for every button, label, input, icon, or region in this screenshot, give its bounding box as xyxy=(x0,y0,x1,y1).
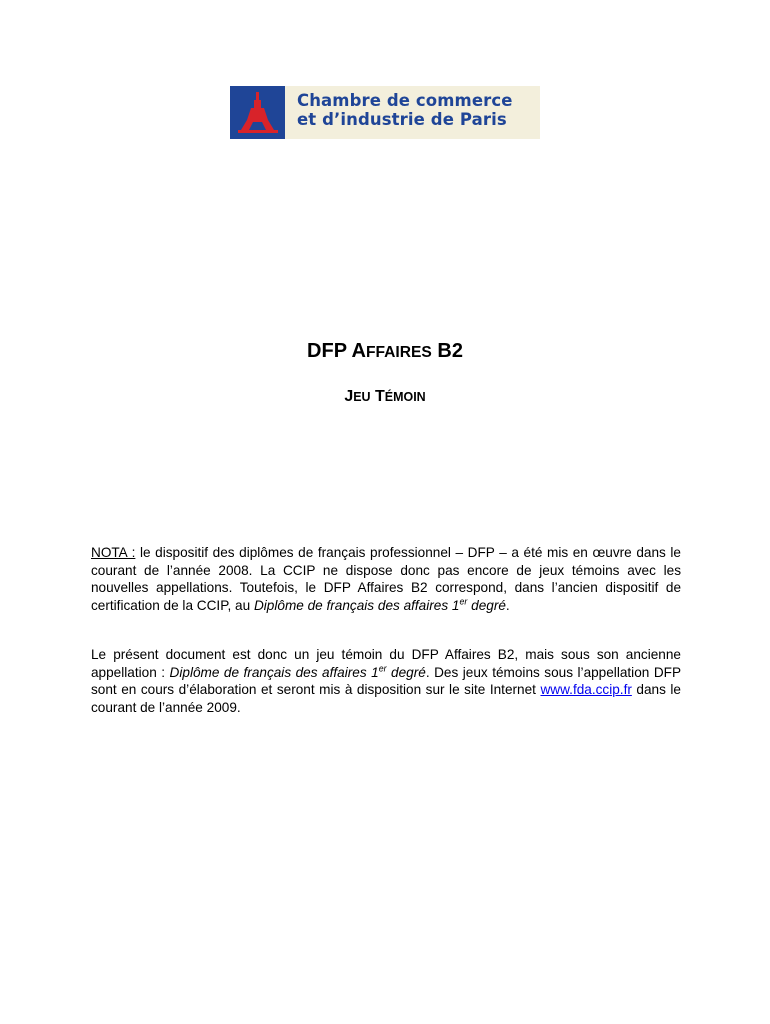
logo-line-2: et d’industrie de Paris xyxy=(297,110,507,129)
logo-line-1: Chambre de commerce xyxy=(297,91,513,110)
document-title xyxy=(0,340,770,363)
diploma-degree: degré xyxy=(467,597,506,613)
title-dfp: DFP xyxy=(307,340,352,362)
website-link[interactable]: www.fda.ccip.fr xyxy=(540,682,632,698)
nota-label: NOTA : xyxy=(91,545,136,560)
document-paragraph xyxy=(91,646,681,716)
superscript: er xyxy=(459,596,468,607)
subtitle-cap-2: T xyxy=(375,388,385,405)
ccip-logo xyxy=(230,86,540,139)
diploma-degree-2: degré xyxy=(386,664,426,680)
subtitle-cap-1: J xyxy=(344,388,354,405)
nota-end: . xyxy=(505,597,510,613)
title-level: B2 xyxy=(431,340,463,362)
para-text-c: dans le courant de l’année 2009. xyxy=(91,682,681,715)
diploma-name-text: Diplôme de français des affaires 1 xyxy=(253,597,460,613)
superscript-2: er xyxy=(378,663,387,674)
para-text-b: . Des jeux témoins sous l’appellation DFP sont en cours d’élaboration et seront mis à disposition sur le site Internet xyxy=(91,664,682,698)
diploma-name xyxy=(254,598,506,613)
subtitle-smallcaps-1: EU xyxy=(353,390,371,404)
diploma-name-text-2: Diplôme de français des affaires 1 xyxy=(169,664,379,680)
logo-text xyxy=(285,86,540,139)
subtitle-smallcaps-2: ÉMOIN xyxy=(384,390,426,404)
para-text-a: Le présent document est donc un jeu témoin du DFP Affaires B2, mais sous son ancienne appellation : xyxy=(91,647,681,680)
document-subtitle xyxy=(0,388,770,406)
nota-text: le dispositif des diplômes de français professionnel – DFP – a été mis en œuvre dans le courant de l’année 2008. La CCIP ne dispose donc pas encore de jeux témoins avec les nouvelles appellations. Toutefois, le DFP Affaires B2 correspond, dans l’ancien dispositif de certification de la CCIP, au xyxy=(91,545,681,613)
tower-icon xyxy=(230,86,285,139)
nota-paragraph xyxy=(91,544,681,614)
title-smallcaps: FFAIRES xyxy=(365,344,432,361)
title-cap: A xyxy=(351,340,366,362)
diploma-name-2 xyxy=(170,665,426,680)
